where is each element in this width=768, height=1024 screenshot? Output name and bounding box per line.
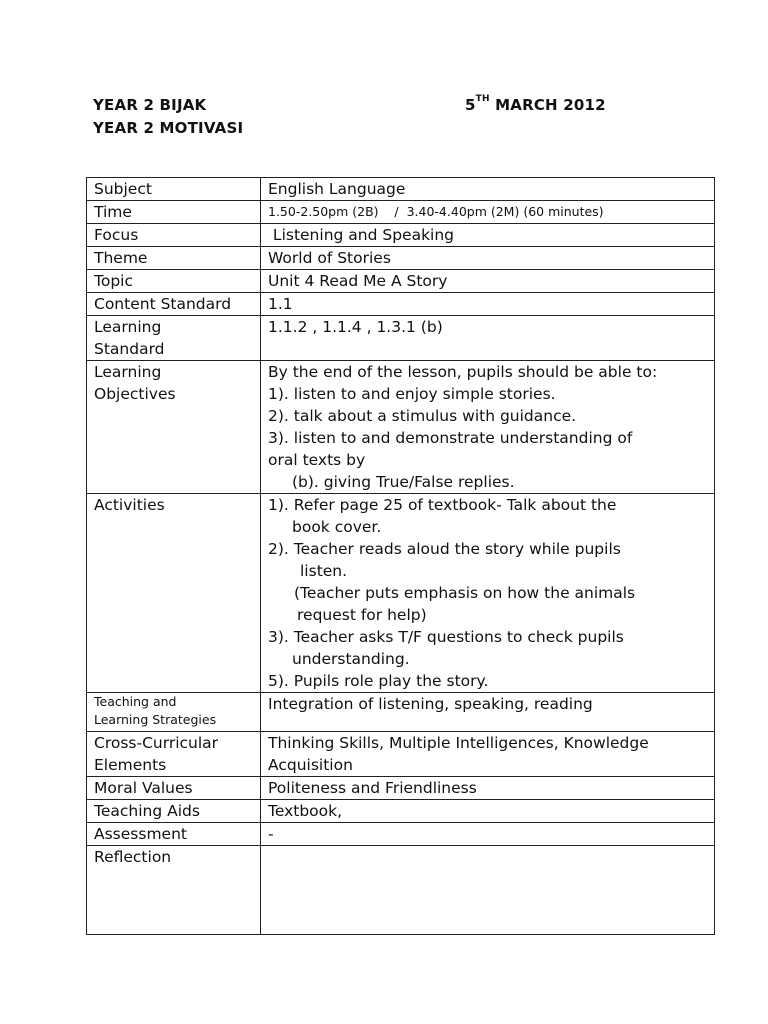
date-day: 5: [465, 96, 476, 114]
label-strategies-line1: Teaching and: [94, 694, 177, 709]
label-learning-objectives: [87, 361, 261, 494]
label-reflection: Reflection: [87, 846, 261, 935]
value-reflection: [261, 846, 715, 935]
value-topic: Unit 4 Read Me A Story: [261, 270, 715, 293]
row-topic: [87, 270, 715, 293]
objective-line: 1). listen to and enjoy simple stories.: [268, 385, 556, 403]
activity-line: understanding.: [292, 650, 410, 668]
label-moral-values: Moral Values: [87, 777, 261, 800]
date-suffix: TH: [475, 94, 490, 104]
label-cross-curricular: [87, 732, 261, 777]
label-topic: Topic: [87, 270, 261, 293]
value-strategies: Integration of listening, speaking, reading: [261, 693, 715, 732]
activity-line: 3). Teacher asks T/F questions to check pupils: [268, 628, 624, 646]
cross-curricular-line2: Acquisition: [268, 756, 353, 774]
label-subject: Subject: [87, 178, 261, 201]
objective-line: (b). giving True/False replies.: [292, 473, 515, 491]
row-focus: [87, 224, 715, 247]
row-theme: [87, 247, 715, 270]
label-content-standard: Content Standard: [87, 293, 261, 316]
activity-line: 2). Teacher reads aloud the story while pupils: [268, 540, 621, 558]
lesson-plan-table: [86, 177, 715, 935]
activity-line: 5). Pupils role play the story.: [268, 672, 489, 690]
value-teaching-aids: Textbook,: [261, 800, 715, 823]
row-strategies: [87, 693, 715, 732]
label-focus: Focus: [87, 224, 261, 247]
value-learning-standard: 1.1.2 , 1.1.4 , 1.3.1 (b): [261, 316, 715, 361]
class-name-bijak: YEAR 2 BIJAK: [93, 96, 207, 114]
label-activities: Activities: [87, 494, 261, 693]
value-activities: [261, 494, 715, 693]
row-learning-standard: [87, 316, 715, 361]
row-time: [87, 201, 715, 224]
activity-line: (Teacher puts emphasis on how the animals: [294, 584, 636, 602]
label-time: Time: [87, 201, 261, 224]
class-name-motivasi: YEAR 2 MOTIVASI: [93, 119, 244, 137]
objective-line: By the end of the lesson, pupils should be able to:: [268, 363, 658, 381]
label-learning-standard: [87, 316, 261, 361]
row-activities: [87, 494, 715, 693]
label-strategies: [87, 693, 261, 732]
date-month-year: MARCH 2012: [489, 96, 606, 114]
value-theme: World of Stories: [261, 247, 715, 270]
label-strategies-line2: Learning Strategies: [94, 712, 217, 727]
label-learning-objectives-line1: Learning: [94, 363, 162, 381]
value-subject: English Language: [261, 178, 715, 201]
row-assessment: [87, 823, 715, 846]
cross-curricular-line1: Thinking Skills, Multiple Intelligences, Knowledge: [268, 734, 649, 752]
row-cross-curricular: [87, 732, 715, 777]
objective-line: 3). listen to and demonstrate understanding of: [268, 429, 633, 447]
row-learning-objectives: [87, 361, 715, 494]
activity-line: 1). Refer page 25 of textbook- Talk about the: [268, 496, 617, 514]
label-cross-curricular-line1: Cross-Curricular: [94, 734, 219, 752]
row-content-standard: [87, 293, 715, 316]
label-teaching-aids: Teaching Aids: [87, 800, 261, 823]
row-subject: [87, 178, 715, 201]
time-text: 1.50-2.50pm (2B) / 3.40-4.40pm (2M) (60 minutes): [268, 204, 604, 219]
row-moral-values: [87, 777, 715, 800]
value-moral-values: Politeness and Friendliness: [261, 777, 715, 800]
label-theme: Theme: [87, 247, 261, 270]
focus-text: Listening and Speaking: [268, 226, 455, 244]
label-learning-objectives-line2: Objectives: [94, 385, 176, 403]
activity-line: book cover.: [292, 518, 382, 536]
value-focus: [261, 224, 715, 247]
row-reflection: [87, 846, 715, 935]
label-assessment: Assessment: [87, 823, 261, 846]
row-teaching-aids: [87, 800, 715, 823]
value-content-standard: 1.1: [261, 293, 715, 316]
value-cross-curricular: [261, 732, 715, 777]
value-learning-objectives: [261, 361, 715, 494]
activity-line: request for help): [297, 606, 427, 624]
label-learning-standard-line1: Learning: [94, 318, 162, 336]
label-learning-standard-line2: Standard: [94, 340, 165, 358]
lesson-date: [465, 96, 606, 114]
objective-line: 2). talk about a stimulus with guidance.: [268, 407, 577, 425]
activity-line: listen.: [300, 562, 348, 580]
label-cross-curricular-line2: Elements: [94, 756, 167, 774]
value-time: [261, 201, 715, 224]
value-assessment: -: [261, 823, 715, 846]
objective-line: oral texts by: [268, 451, 366, 469]
